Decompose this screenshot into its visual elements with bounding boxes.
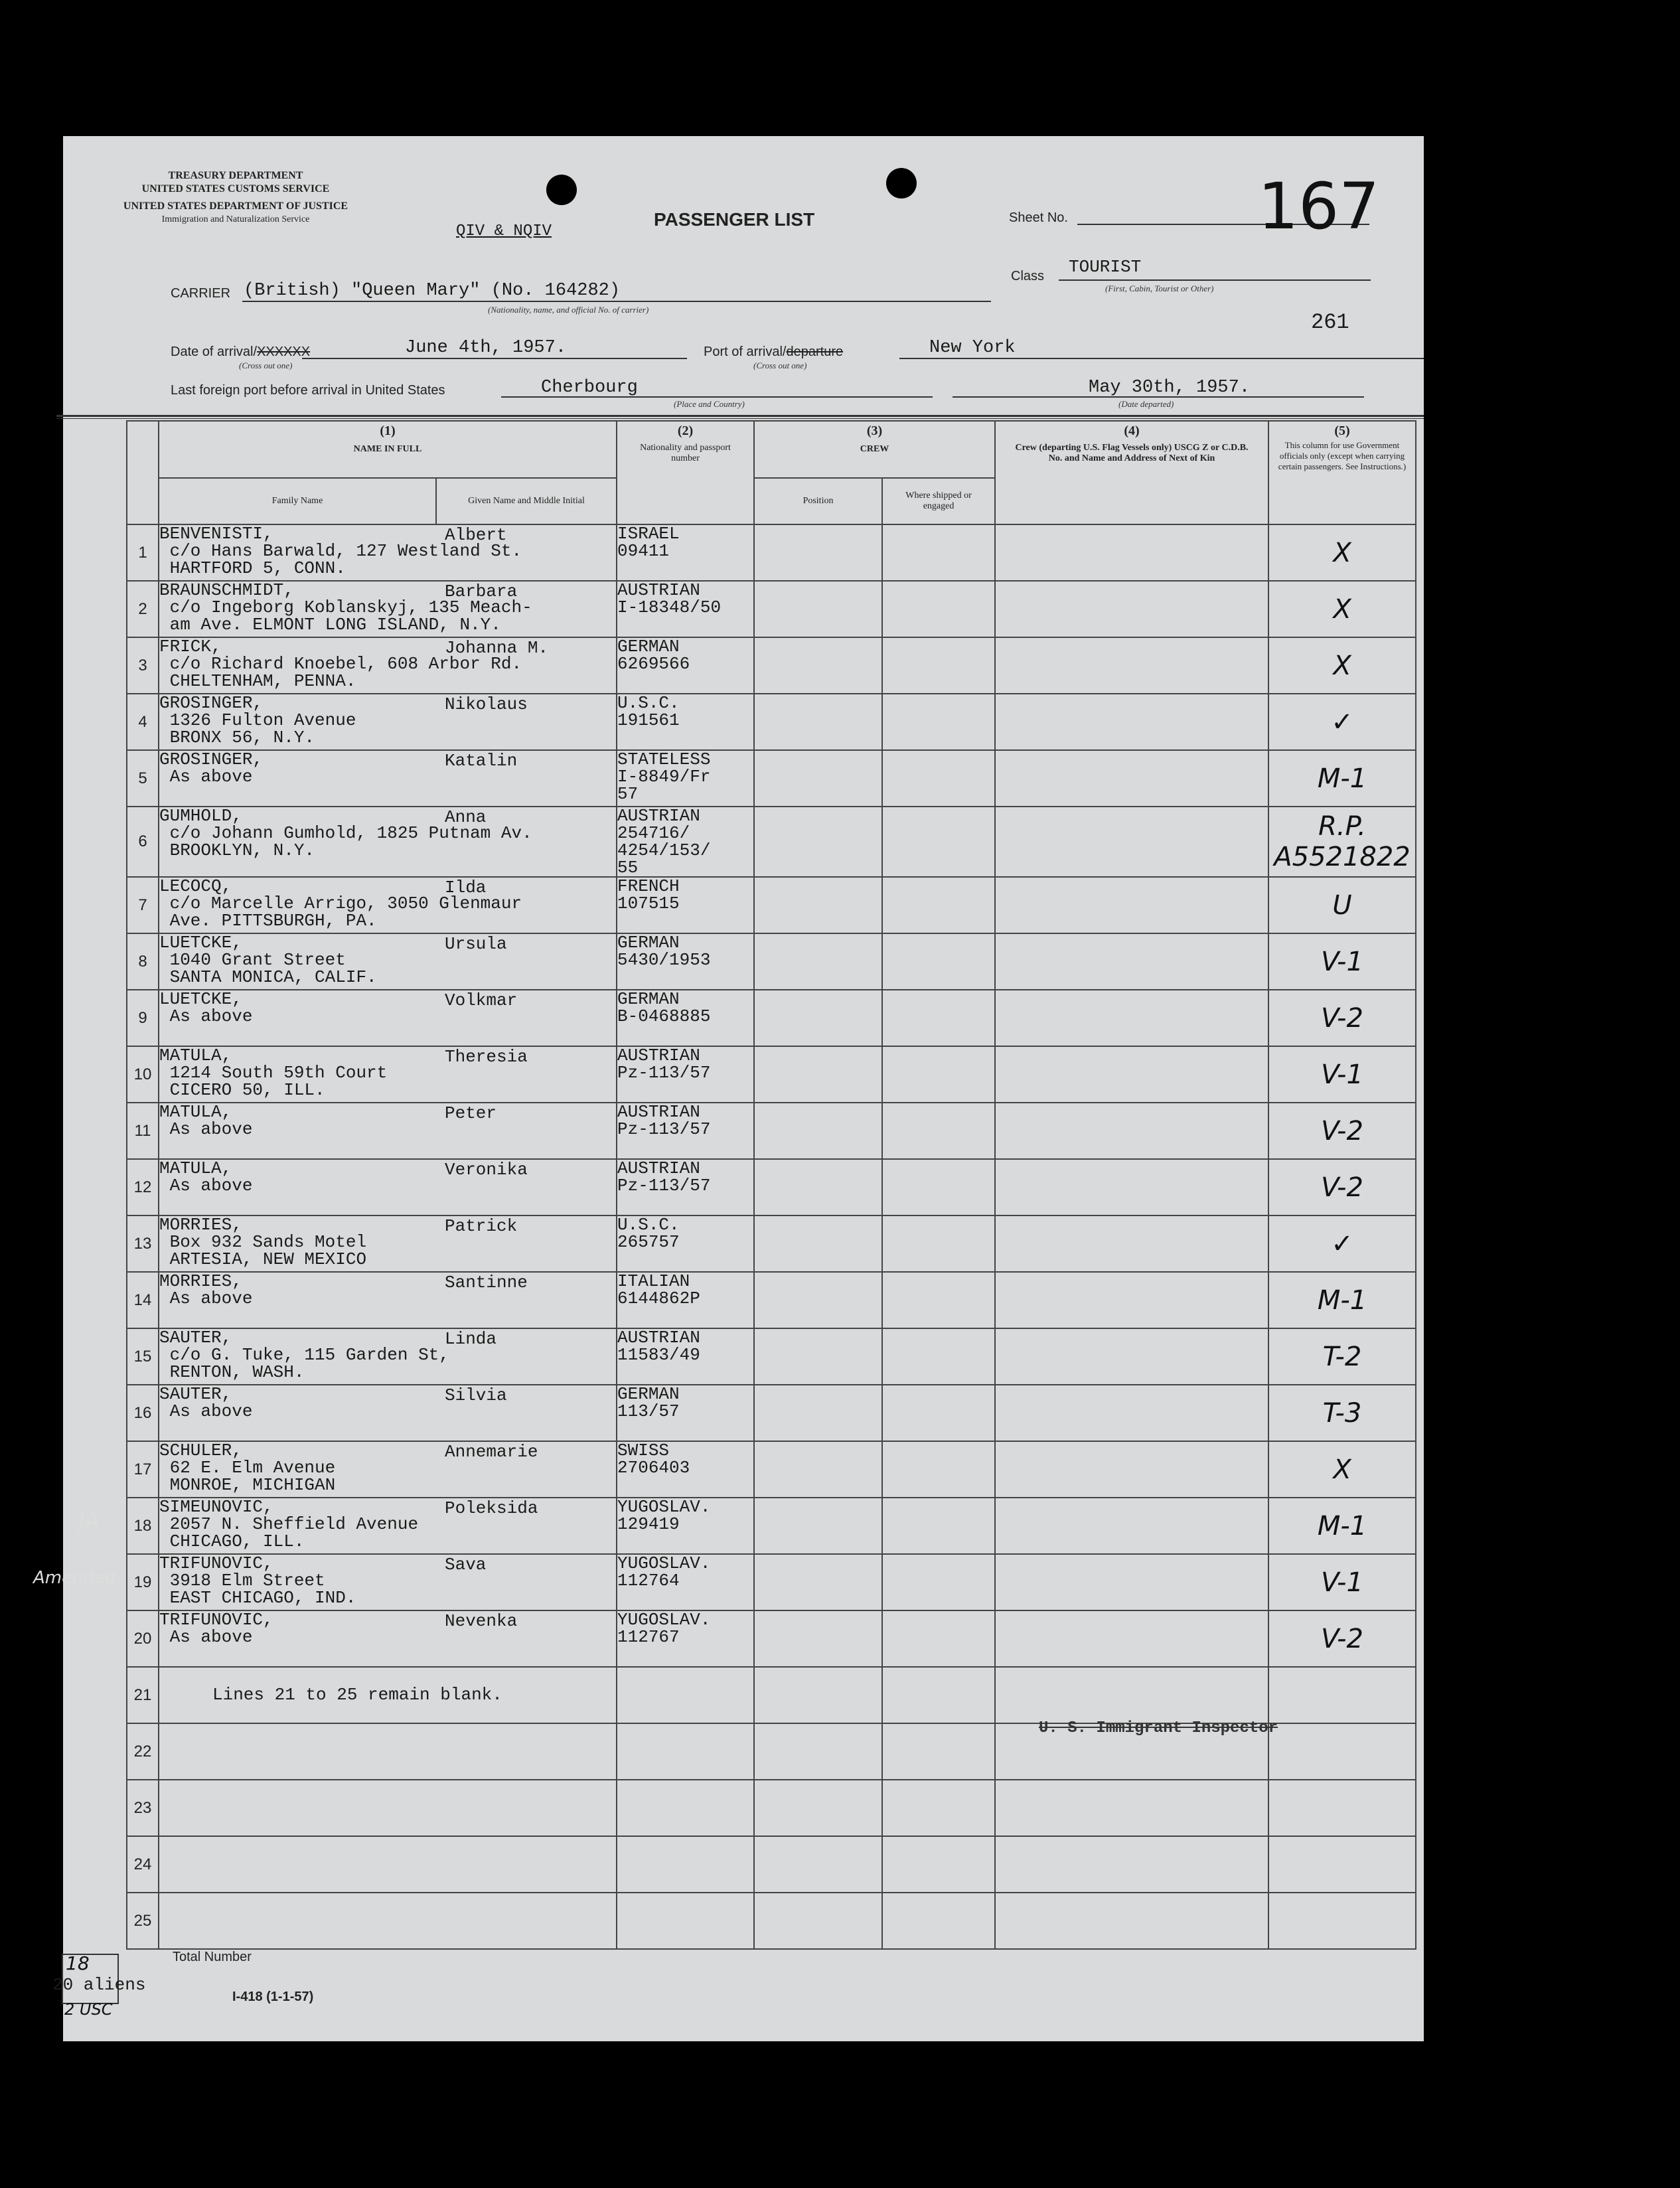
- num-header: [127, 421, 159, 524]
- row-number: 15: [127, 1328, 159, 1385]
- row-crew-where: [882, 1667, 995, 1723]
- row-number: 4: [127, 694, 159, 750]
- row-number: 14: [127, 1272, 159, 1328]
- agency-block: [63, 169, 408, 226]
- class-label: Class: [1011, 269, 1045, 283]
- row-given-name: Albert: [445, 525, 507, 545]
- row-official-mark: V-1: [1268, 1046, 1416, 1103]
- row-crew-position: [754, 807, 882, 877]
- port-crossed: departure: [786, 345, 844, 359]
- row-nationality-passport: AUSTRIAN 11583/49: [617, 1328, 754, 1385]
- row-given-name: Nikolaus: [445, 694, 528, 714]
- usc-note: 2 USC: [64, 2000, 113, 2019]
- row-official-mark: V-2: [1268, 990, 1416, 1046]
- row-family-address: TRIFUNOVIC, 3918 Elm Street EAST CHICAGO, IND. Sava: [159, 1554, 617, 1610]
- row-crew-where: [882, 1836, 995, 1893]
- row-family-address: SCHULER, 62 E. Elm Avenue MONROE, MICHIGAN Annemarie: [159, 1441, 617, 1498]
- row-official-mark: X: [1268, 581, 1416, 637]
- row-given-name: Annemarie: [445, 1442, 538, 1462]
- row-crew-where: [882, 990, 995, 1046]
- row-official-mark: ✓: [1268, 694, 1416, 750]
- row-next-of-kin: [995, 807, 1268, 877]
- carrier-underline: [242, 301, 991, 302]
- row-given-name: Linda: [445, 1329, 497, 1349]
- row-nationality-passport: [617, 1723, 754, 1780]
- row-next-of-kin: [995, 1103, 1268, 1159]
- row-crew-position: [754, 1780, 882, 1836]
- row-given-name: Patrick: [445, 1216, 518, 1236]
- row-given-name: Ursula: [445, 934, 507, 954]
- row-crew-position: [754, 1836, 882, 1893]
- row-family-address: [159, 1780, 617, 1836]
- inspector-stamp: [1039, 1719, 1278, 1737]
- row-official-mark: M-1: [1268, 750, 1416, 807]
- row-number: 21: [127, 1667, 159, 1723]
- row-crew-where: [882, 581, 995, 637]
- row-official-mark: V-1: [1268, 1554, 1416, 1610]
- row-official-mark: M-1: [1268, 1498, 1416, 1554]
- row-family-address: GROSINGER, 1326 Fulton Avenue BRONX 56, N.Y. Nikolaus: [159, 694, 617, 750]
- agency-line-4: Immigration and Naturalization Service: [161, 214, 310, 224]
- table-row: [127, 1893, 1416, 1949]
- col1-title: NAME IN FULL: [353, 444, 422, 454]
- row-official-mark: V-2: [1268, 1159, 1416, 1215]
- row-family-address: LUETCKE, As above Volkmar: [159, 990, 617, 1046]
- row-official-mark: [1268, 1836, 1416, 1893]
- col2-header: [617, 421, 754, 524]
- row-crew-position: [754, 1215, 882, 1272]
- row-crew-position: [754, 1272, 882, 1328]
- margin-note-amended: Amended: [33, 1568, 116, 1588]
- departed-underline: [953, 396, 1364, 398]
- row-given-name: Poleksida: [445, 1498, 538, 1518]
- row-official-mark: X: [1268, 524, 1416, 581]
- row-nationality-passport: AUSTRIAN I-18348/50: [617, 581, 754, 637]
- sheet-number: 167: [1258, 169, 1380, 244]
- row-official-mark: V-1: [1268, 933, 1416, 990]
- arrival-label-text: Date of arrival/: [171, 345, 258, 359]
- row-crew-position: [754, 1103, 882, 1159]
- col3-title: CREW: [860, 444, 889, 454]
- col5-header: [1268, 421, 1416, 524]
- table-row: [127, 1554, 1416, 1610]
- row-nationality-passport: ITALIAN 6144862P: [617, 1272, 754, 1328]
- row-next-of-kin: [995, 581, 1268, 637]
- row-official-mark: U: [1268, 877, 1416, 933]
- table-row: [127, 694, 1416, 750]
- inspector-stamp-text: U. S. Immigrant Inspector: [1039, 1719, 1278, 1737]
- table-row: [127, 990, 1416, 1046]
- row-crew-where: [882, 1103, 995, 1159]
- row-given-name: Barbara: [445, 582, 518, 601]
- row-number: 16: [127, 1385, 159, 1441]
- row-number: 1: [127, 524, 159, 581]
- port-label-text: Port of arrival/: [704, 345, 787, 359]
- arrival-caption: (Cross out one): [239, 360, 293, 370]
- row-given-name: Peter: [445, 1103, 497, 1123]
- row-family-address: SAUTER, c/o G. Tuke, 115 Garden St, RENTON, WASH. Linda: [159, 1328, 617, 1385]
- row-next-of-kin: [995, 1159, 1268, 1215]
- row-nationality-passport: [617, 1667, 754, 1723]
- row-crew-position: [754, 1554, 882, 1610]
- table-row: [127, 1610, 1416, 1667]
- table-row: [127, 1836, 1416, 1893]
- row-crew-where: [882, 637, 995, 694]
- row-given-name: Sava: [445, 1555, 487, 1575]
- row-official-mark: R.P. A5521822: [1268, 807, 1416, 877]
- position-header: Position: [754, 478, 882, 524]
- row-next-of-kin: [995, 1836, 1268, 1893]
- col1-num: (1): [380, 424, 396, 438]
- row-next-of-kin: [995, 1498, 1268, 1554]
- row-crew-position: [754, 1667, 882, 1723]
- punch-hole-left: [546, 175, 577, 205]
- col4-title: Crew (departing U.S. Flag Vessels only) USCG Z or C.D.B. No. and Name and Address of Next of Kin: [1015, 443, 1249, 463]
- row-official-mark: [1268, 1780, 1416, 1836]
- table-row: [127, 1780, 1416, 1836]
- row-crew-where: [882, 1328, 995, 1385]
- stamp-number: 261: [1311, 310, 1349, 335]
- col1-header: [159, 421, 617, 478]
- row-number: 19: [127, 1554, 159, 1610]
- row-family-address: SAUTER, As above Silvia: [159, 1385, 617, 1441]
- row-next-of-kin: [995, 1893, 1268, 1949]
- departed-caption: (Date departed): [1118, 399, 1174, 409]
- row-crew-position: [754, 1046, 882, 1103]
- margin-note-initials: JA: [78, 1508, 100, 1533]
- row-crew-position: [754, 581, 882, 637]
- row-crew-position: [754, 1328, 882, 1385]
- table-row: [127, 1103, 1416, 1159]
- where-shipped-header: Where shipped or engaged: [882, 478, 995, 524]
- row-nationality-passport: SWISS 2706403: [617, 1441, 754, 1498]
- row-official-mark: [1268, 1723, 1416, 1780]
- row-official-mark: V-2: [1268, 1103, 1416, 1159]
- row-crew-where: [882, 1441, 995, 1498]
- row-nationality-passport: AUSTRIAN Pz-113/57: [617, 1159, 754, 1215]
- row-nationality-passport: U.S.C. 265757: [617, 1215, 754, 1272]
- page-title: PASSENGER LIST: [654, 209, 815, 230]
- row-given-name: Volkmar: [445, 990, 518, 1010]
- row-family-address: [159, 1836, 617, 1893]
- row-family-address: GROSINGER, As above Katalin: [159, 750, 617, 807]
- row-crew-where: [882, 1893, 995, 1949]
- row-family-address: MATULA, As above Peter: [159, 1103, 617, 1159]
- row-number: 17: [127, 1441, 159, 1498]
- arrival-value: June 4th, 1957.: [405, 338, 567, 358]
- carrier-caption: (Nationality, name, and official No. of carrier): [488, 305, 649, 315]
- row-given-name: Theresia: [445, 1047, 528, 1067]
- col5-title: This column for use Government officials only (except when carrying certain passengers. See Instructions.): [1278, 440, 1407, 471]
- row-number: 2: [127, 581, 159, 637]
- port-value: New York: [929, 338, 1016, 358]
- row-crew-where: [882, 1610, 995, 1667]
- row-crew-where: [882, 877, 995, 933]
- row-family-address: BENVENISTI, c/o Hans Barwald, 127 Westland St. HARTFORD 5, CONN. Albert: [159, 524, 617, 581]
- port-label: [704, 345, 843, 360]
- table-row: [127, 637, 1416, 694]
- row-next-of-kin: [995, 1385, 1268, 1441]
- row-family-address: TRIFUNOVIC, As above Nevenka: [159, 1610, 617, 1667]
- row-given-name: Nevenka: [445, 1611, 518, 1631]
- total-correction: 18: [66, 1952, 90, 1974]
- lastport-label: Last foreign port before arrival in United States: [171, 383, 445, 398]
- row-number: 24: [127, 1836, 159, 1893]
- row-given-name: Santinne: [445, 1273, 528, 1292]
- row-family-address: LECOCQ, c/o Marcelle Arrigo, 3050 Glenmaur Ave. PITTSBURGH, PA. Ilda: [159, 877, 617, 933]
- row-official-mark: ✓: [1268, 1215, 1416, 1272]
- row-number: 18: [127, 1498, 159, 1554]
- row-crew-position: [754, 694, 882, 750]
- class-underline: [1059, 279, 1371, 281]
- row-family-address: MORRIES, Box 932 Sands Motel ARTESIA, NEW MEXICO Patrick: [159, 1215, 617, 1272]
- row-family-address: MATULA, As above Veronika: [159, 1159, 617, 1215]
- col3-header: [754, 421, 995, 478]
- row-crew-position: [754, 877, 882, 933]
- port-underline: [899, 358, 1424, 359]
- table-row: [127, 933, 1416, 990]
- carrier-value: (British) "Queen Mary" (No. 164282): [244, 281, 621, 301]
- row-given-name: Veronika: [445, 1160, 528, 1180]
- row-family-address: BRAUNSCHMIDT, c/o Ingeborg Koblanskyj, 135 Meach- am Ave. ELMONT LONG ISLAND, N.Y. Barbara: [159, 581, 617, 637]
- agency-line-1: TREASURY DEPARTMENT: [168, 170, 303, 181]
- row-crew-where: [882, 807, 995, 877]
- row-number: 25: [127, 1893, 159, 1949]
- row-crew-position: [754, 750, 882, 807]
- row-crew-position: [754, 1385, 882, 1441]
- table-row: [127, 1215, 1416, 1272]
- row-given-name: Silvia: [445, 1385, 507, 1405]
- agency-line-3: UNITED STATES DEPARTMENT OF JUSTICE: [123, 200, 348, 212]
- row-next-of-kin: [995, 637, 1268, 694]
- row-number: 12: [127, 1159, 159, 1215]
- row-family-address: GUMHOLD, c/o Johann Gumhold, 1825 Putnam Av. BROOKLYN, N.Y. Anna: [159, 807, 617, 877]
- row-number: 20: [127, 1610, 159, 1667]
- table-row: [127, 750, 1416, 807]
- row-crew-where: [882, 750, 995, 807]
- row-next-of-kin: [995, 990, 1268, 1046]
- table-row: [127, 1328, 1416, 1385]
- departed-value: May 30th, 1957.: [1089, 378, 1251, 398]
- col5-num: (5): [1334, 424, 1350, 438]
- row-crew-position: [754, 990, 882, 1046]
- row-next-of-kin: [995, 1667, 1268, 1723]
- row-family-address: MATULA, 1214 South 59th Court CICERO 50, ILL. Theresia: [159, 1046, 617, 1103]
- row-nationality-passport: GERMAN B-0468885: [617, 990, 754, 1046]
- table-row: [127, 1046, 1416, 1103]
- row-crew-where: [882, 1159, 995, 1215]
- row-crew-where: [882, 1554, 995, 1610]
- row-given-name: Johanna M.: [445, 638, 549, 658]
- row-family-address: SIMEUNOVIC, 2057 N. Sheffield Avenue CHICAGO, ILL. Poleksida: [159, 1498, 617, 1554]
- row-nationality-passport: U.S.C. 191561: [617, 694, 754, 750]
- row-crew-where: [882, 1498, 995, 1554]
- row-official-mark: T-2: [1268, 1328, 1416, 1385]
- row-crew-where: [882, 1385, 995, 1441]
- row-number: 11: [127, 1103, 159, 1159]
- row-nationality-passport: [617, 1836, 754, 1893]
- row-nationality-passport: GERMAN 6269566: [617, 637, 754, 694]
- col2-num: (2): [677, 424, 694, 438]
- quota-stamp: QIV & NQIV: [456, 222, 552, 240]
- row-number: 10: [127, 1046, 159, 1103]
- row-crew-position: [754, 1610, 882, 1667]
- row-family-address: MORRIES, As above Santinne: [159, 1272, 617, 1328]
- row-number: 6: [127, 807, 159, 877]
- row-family-address: FRICK, c/o Richard Knoebel, 608 Arbor Rd. CHELTENHAM, PENNA. Johanna M.: [159, 637, 617, 694]
- table-row: [127, 524, 1416, 581]
- row-crew-where: [882, 1272, 995, 1328]
- row-given-name: Anna: [445, 807, 487, 827]
- row-official-mark: [1268, 1893, 1416, 1949]
- row-family-address: LUETCKE, 1040 Grant Street SANTA MONICA, CALIF. Ursula: [159, 933, 617, 990]
- punch-hole-right: [886, 168, 917, 198]
- total-value: 20 aliens: [52, 1975, 146, 1995]
- row-next-of-kin: [995, 1046, 1268, 1103]
- table-row: [127, 1272, 1416, 1328]
- row-crew-position: [754, 524, 882, 581]
- row-next-of-kin: [995, 877, 1268, 933]
- arrival-label: [171, 345, 310, 360]
- table-row: [127, 807, 1416, 877]
- row-nationality-passport: [617, 1893, 754, 1949]
- col4-num: (4): [1124, 424, 1140, 438]
- row-nationality-passport: GERMAN 5430/1953: [617, 933, 754, 990]
- row-nationality-passport: GERMAN 113/57: [617, 1385, 754, 1441]
- row-crew-where: [882, 1046, 995, 1103]
- row-crew-position: [754, 1498, 882, 1554]
- form-id: I-418 (1-1-57): [232, 1990, 314, 2004]
- lastport-caption: (Place and Country): [674, 399, 745, 409]
- arrival-underline: [302, 358, 687, 359]
- row-crew-where: [882, 524, 995, 581]
- port-caption: (Cross out one): [753, 360, 807, 370]
- class-caption: (First, Cabin, Tourist or Other): [1105, 283, 1214, 293]
- passenger-list-sheet: [52, 136, 1424, 2041]
- row-official-mark: X: [1268, 637, 1416, 694]
- row-next-of-kin: [995, 933, 1268, 990]
- row-number: 3: [127, 637, 159, 694]
- row-next-of-kin: [995, 524, 1268, 581]
- class-value: TOURIST: [1069, 257, 1142, 277]
- row-number: 22: [127, 1723, 159, 1780]
- given-name-header: Given Name and Middle Initial: [436, 478, 617, 524]
- row-crew-where: [882, 694, 995, 750]
- table-row: [127, 1667, 1416, 1723]
- row-next-of-kin: [995, 1554, 1268, 1610]
- col3-num: (3): [866, 424, 883, 438]
- row-next-of-kin: [995, 694, 1268, 750]
- row-nationality-passport: FRENCH 107515: [617, 877, 754, 933]
- total-label: Total Number: [173, 1950, 252, 1964]
- row-nationality-passport: AUSTRIAN Pz-113/57: [617, 1046, 754, 1103]
- row-crew-where: [882, 1215, 995, 1272]
- row-crew-position: [754, 1893, 882, 1949]
- row-number: 8: [127, 933, 159, 990]
- row-crew-where: [882, 933, 995, 990]
- table-row: [127, 1441, 1416, 1498]
- row-number: 7: [127, 877, 159, 933]
- row-crew-where: [882, 1780, 995, 1836]
- row-official-mark: X: [1268, 1441, 1416, 1498]
- col2-title: Nationality and passport number: [640, 443, 731, 463]
- row-crew-position: [754, 1441, 882, 1498]
- row-given-name: Ilda: [445, 878, 487, 898]
- row-next-of-kin: [995, 1328, 1268, 1385]
- col4-header: [995, 421, 1268, 524]
- row-nationality-passport: AUSTRIAN Pz-113/57: [617, 1103, 754, 1159]
- row-family-address: Lines 21 to 25 remain blank.: [159, 1667, 617, 1723]
- family-name-header: Family Name: [159, 478, 436, 524]
- table-row: [127, 877, 1416, 933]
- lastport-underline: [501, 396, 933, 398]
- row-official-mark: M-1: [1268, 1272, 1416, 1328]
- row-official-mark: [1268, 1667, 1416, 1723]
- row-nationality-passport: ISRAEL 09411: [617, 524, 754, 581]
- row-family-address: [159, 1723, 617, 1780]
- row-next-of-kin: [995, 1215, 1268, 1272]
- row-number: 13: [127, 1215, 159, 1272]
- row-nationality-passport: [617, 1780, 754, 1836]
- row-next-of-kin: [995, 1780, 1268, 1836]
- row-crew-position: [754, 933, 882, 990]
- row-number: 5: [127, 750, 159, 807]
- row-crew-where: [882, 1723, 995, 1780]
- row-next-of-kin: [995, 1441, 1268, 1498]
- row-next-of-kin: [995, 750, 1268, 807]
- carrier-label: CARRIER: [171, 286, 231, 301]
- agency-line-2: UNITED STATES CUSTOMS SERVICE: [141, 183, 330, 195]
- header-rule: [56, 415, 1424, 419]
- row-next-of-kin: [995, 1272, 1268, 1328]
- row-nationality-passport: YUGOSLAV. 129419: [617, 1498, 754, 1554]
- row-next-of-kin: [995, 1610, 1268, 1667]
- row-crew-position: [754, 1723, 882, 1780]
- sheet-label: Sheet No.: [1009, 210, 1068, 225]
- table-row: [127, 581, 1416, 637]
- row-family-address: [159, 1893, 617, 1949]
- lastport-value: Cherbourg: [541, 378, 638, 398]
- table-row: [127, 1498, 1416, 1554]
- arrival-crossed: XXXXXX: [257, 345, 311, 359]
- row-given-name: Katalin: [445, 751, 518, 771]
- row-official-mark: V-2: [1268, 1610, 1416, 1667]
- row-nationality-passport: YUGOSLAV. 112767: [617, 1610, 754, 1667]
- row-crew-position: [754, 637, 882, 694]
- table-row: [127, 1159, 1416, 1215]
- row-crew-position: [754, 1159, 882, 1215]
- row-nationality-passport: STATELESS I-8849/Fr 57: [617, 750, 754, 807]
- row-number: 23: [127, 1780, 159, 1836]
- table-row: [127, 1385, 1416, 1441]
- row-number: 9: [127, 990, 159, 1046]
- row-official-mark: T-3: [1268, 1385, 1416, 1441]
- row-nationality-passport: YUGOSLAV. 112764: [617, 1554, 754, 1610]
- row-nationality-passport: AUSTRIAN 254716/ 4254/153/ 55: [617, 807, 754, 877]
